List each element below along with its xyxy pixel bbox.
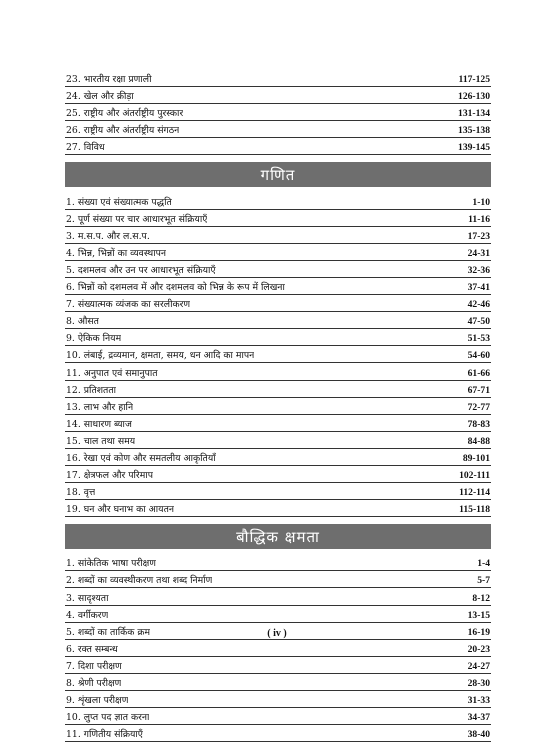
toc-entry-title: 7. संख्यात्मक व्यंजक का सरलीकरण	[66, 299, 191, 311]
toc-row	[65, 312, 491, 329]
toc-entry-pages: 54-60	[467, 350, 490, 362]
toc-row	[65, 363, 491, 380]
toc-entry-pages: 31-33	[467, 695, 490, 707]
toc-entry-pages: 34-37	[467, 712, 490, 724]
toc-entry-title: 25. राष्ट्रीय और अंतर्राष्ट्रीय पुरस्कार	[66, 108, 184, 120]
table-of-contents	[65, 70, 491, 742]
toc-row	[65, 244, 491, 261]
toc-entry-title: 27. विविध	[66, 142, 105, 154]
page-number: ( iv )	[267, 628, 287, 639]
toc-entry-title: 26. राष्ट्रीय और अंतर्राष्ट्रीय संगठन	[66, 125, 180, 137]
toc-entry-title: 8. औसत	[66, 316, 99, 328]
toc-entry-title: 24. खेल और क्रीड़ा	[66, 91, 134, 103]
toc-entry-pages: 24-31	[467, 247, 490, 259]
toc-row	[65, 381, 491, 398]
toc-row	[65, 500, 491, 517]
toc-entry-pages: 5-7	[477, 575, 490, 587]
toc-entry-pages: 89-101	[462, 452, 490, 464]
toc-row	[65, 588, 491, 605]
toc-row	[65, 674, 491, 691]
toc-entry-title: 2. शब्दों का व्यवस्थीकरण तथा शब्द निर्माण	[66, 575, 213, 587]
toc-row	[65, 483, 491, 500]
toc-entry-title: 5. शब्दों का तार्किक क्रम	[66, 626, 151, 638]
toc-row	[65, 329, 491, 346]
toc-row	[65, 346, 491, 363]
toc-row	[65, 278, 491, 295]
toc-entry-title: 16. रेखा एवं कोण और समतलीय आकृतियाँ	[66, 452, 216, 464]
section-heading-math-label: गणित	[260, 165, 296, 184]
toc-entry-title: 4. भिन्न, भिन्नों का व्यवस्थापन	[66, 247, 167, 259]
toc-entry-title: 11. अनुपात एवं समानुपात	[66, 367, 158, 379]
toc-entry-pages: 112-114	[459, 487, 490, 499]
toc-row	[65, 398, 491, 415]
toc-entry-title: 18. वृत्त	[66, 487, 96, 499]
toc-entry-pages: 38-40	[467, 729, 490, 741]
toc-entry-pages: 102-111	[459, 470, 490, 482]
toc-entry-pages: 8-12	[472, 592, 490, 604]
toc-row	[65, 87, 491, 104]
toc-row	[65, 415, 491, 432]
toc-entry-pages: 17-23	[467, 230, 490, 242]
toc-entry-pages: 1-4	[477, 558, 490, 570]
toc-entry-title: 15. चाल तथा समय	[66, 435, 136, 447]
toc-row	[65, 725, 491, 742]
toc-row	[65, 261, 491, 278]
toc-entry-title: 1. सांकेतिक भाषा परीक्षण	[66, 558, 157, 570]
toc-entry-title: 17. क्षेत्रफल और परिमाप	[66, 470, 153, 482]
toc-entry-title: 7. दिशा परीक्षण	[66, 660, 122, 672]
toc-entry-title: 6. रक्त सम्बन्ध	[66, 643, 118, 655]
toc-entry-pages: 67-71	[467, 384, 490, 396]
toc-entry-title: 10. लंबाई, द्रव्यमान, क्षमता, समय, धन आदि का मापन	[66, 350, 255, 362]
toc-row	[65, 192, 491, 209]
toc-entry-title: 11. गणितीय संक्रियाएँ	[66, 729, 143, 741]
toc-entry-pages: 126-130	[458, 91, 490, 103]
toc-row	[65, 640, 491, 657]
toc-row	[65, 466, 491, 483]
toc-entry-title: 3. म.स.प. और ल.स.प.	[66, 230, 150, 242]
toc-entry-pages: 20-23	[467, 643, 490, 655]
toc-entry-title: 2. पूर्ण संख्या पर चार आधारभूत संक्रियाएँ	[66, 213, 208, 225]
toc-entry-pages: 42-46	[467, 299, 490, 311]
toc-entry-title: 5. दशमलव और उन पर आधारभूत संक्रियाएँ	[66, 264, 216, 276]
toc-row	[65, 295, 491, 312]
toc-entry-pages: 47-50	[467, 316, 490, 328]
toc-entry-pages: 51-53	[467, 333, 490, 345]
toc-group-math	[65, 192, 491, 517]
toc-entry-pages: 72-77	[467, 401, 490, 413]
toc-group-top	[65, 70, 491, 155]
toc-entry-pages: 115-118	[459, 504, 490, 516]
toc-row	[65, 657, 491, 674]
toc-row	[65, 571, 491, 588]
toc-entry-title: 6. भिन्नों को दशमलव में और दशमलव को भिन्न के रूप में लिखना	[66, 282, 285, 294]
toc-entry-title: 9. ऐकिक नियम	[66, 333, 122, 345]
toc-row	[65, 432, 491, 449]
toc-row	[65, 70, 491, 87]
toc-entry-pages: 37-41	[467, 282, 490, 294]
toc-entry-title: 12. प्रतिशतता	[66, 384, 117, 396]
toc-entry-pages: 1-10	[472, 196, 490, 208]
toc-entry-pages: 11-16	[468, 213, 490, 225]
toc-entry-pages: 61-66	[467, 367, 490, 379]
toc-entry-title: 4. वर्गीकरण	[66, 609, 109, 621]
toc-entry-title: 10. लुप्त पद ज्ञात करना	[66, 712, 150, 724]
toc-row	[65, 554, 491, 571]
toc-group-reasoning	[65, 554, 491, 742]
toc-row	[65, 138, 491, 155]
toc-row	[65, 121, 491, 138]
toc-row	[65, 104, 491, 121]
toc-entry-title: 8. श्रेणी परीक्षण	[66, 678, 122, 689]
toc-entry-title: 19. घन और घनाभ का आयतन	[66, 504, 175, 516]
toc-entry-pages: 78-83	[467, 418, 490, 430]
toc-entry-title: 3. सादृश्यता	[66, 592, 109, 604]
toc-entry-pages: 28-30	[467, 678, 490, 689]
toc-row	[65, 227, 491, 244]
toc-entry-title: 9. शृंखला परीक्षण	[66, 695, 129, 707]
section-heading-reasoning	[65, 524, 491, 549]
toc-row	[65, 449, 491, 466]
section-heading-reasoning-label: बौद्धिक क्षमता	[236, 527, 320, 546]
toc-entry-pages: 117-125	[458, 74, 490, 86]
toc-row	[65, 210, 491, 227]
toc-row	[65, 606, 491, 623]
toc-entry-pages: 32-36	[467, 264, 490, 276]
toc-entry-title: 13. लाभ और हानि	[66, 401, 134, 413]
toc-entry-pages: 135-138	[458, 125, 490, 137]
toc-entry-title: 1. संख्या एवं संख्यात्मक पद्धति	[66, 196, 172, 208]
toc-entry-pages: 131-134	[458, 108, 490, 120]
toc-entry-pages: 13-15	[467, 609, 490, 621]
toc-entry-pages: 139-145	[458, 142, 490, 154]
toc-entry-pages: 16-19	[467, 626, 490, 638]
toc-entry-title: 14. साधारण ब्याज	[66, 418, 132, 430]
toc-row	[65, 708, 491, 725]
section-heading-math	[65, 162, 491, 187]
toc-entry-pages: 84-88	[467, 435, 490, 447]
toc-entry-title: 23. भारतीय रक्षा प्रणाली	[66, 74, 152, 86]
toc-entry-pages: 24-27	[467, 660, 490, 672]
